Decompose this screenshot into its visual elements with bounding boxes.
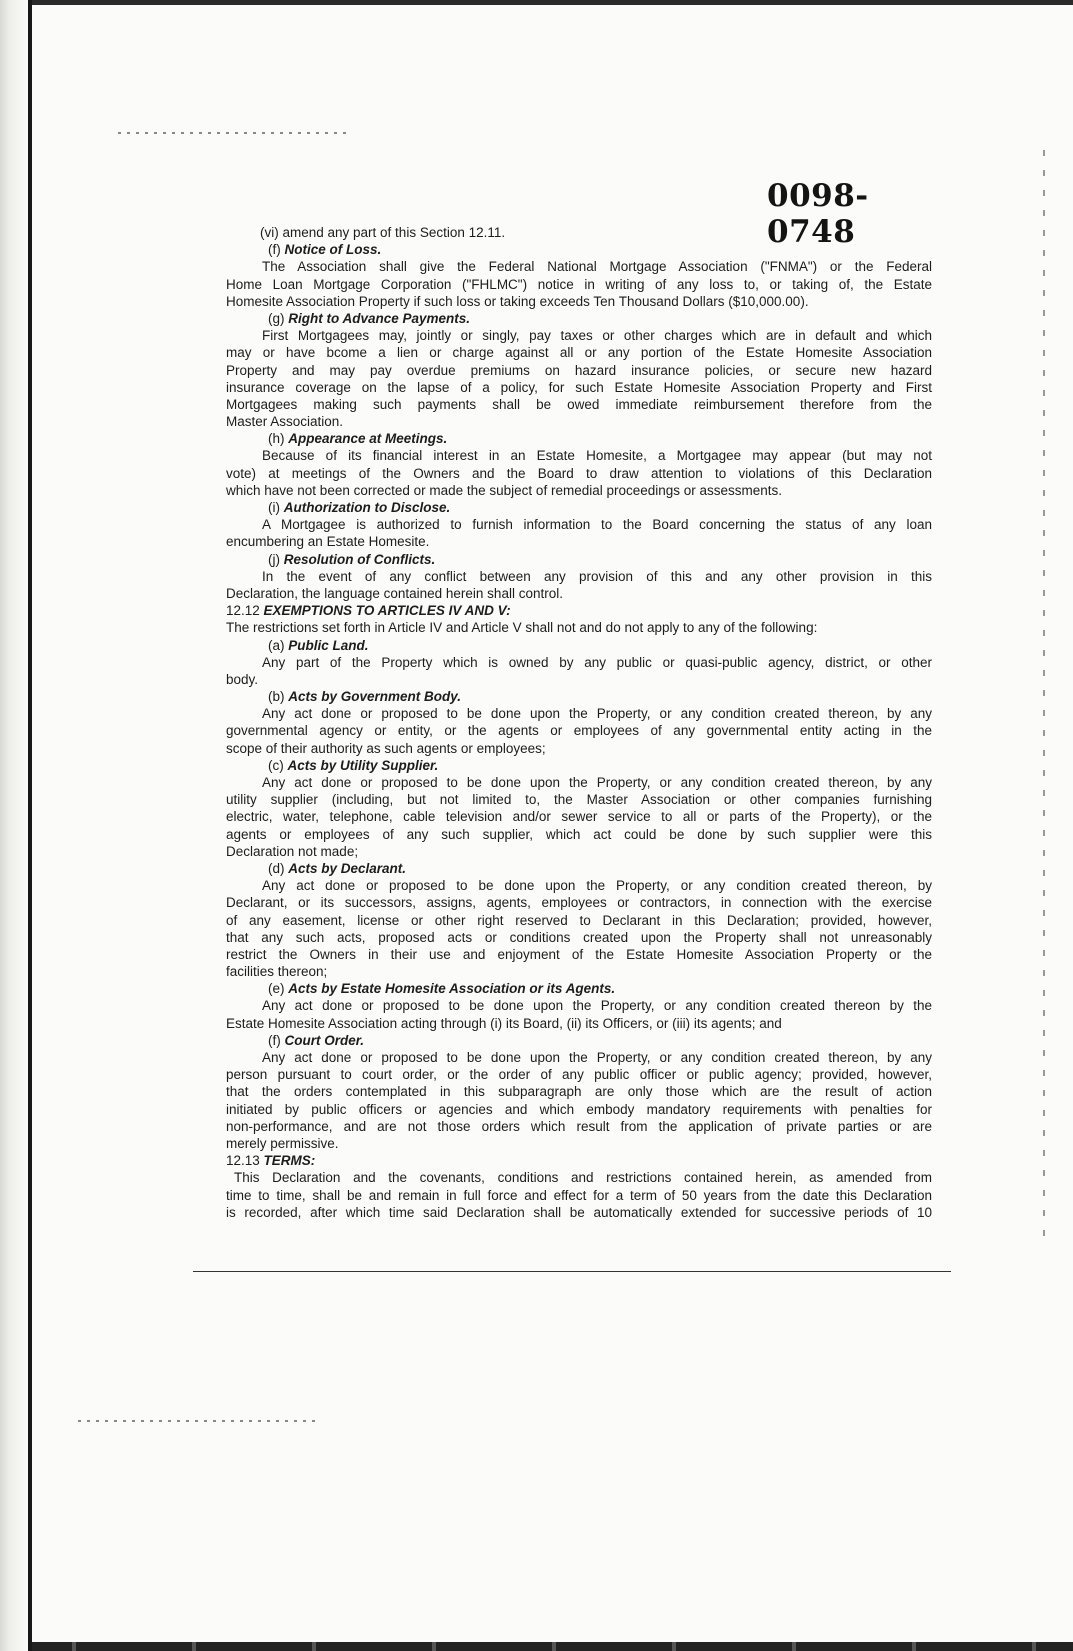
text-line: [226, 1083, 932, 1100]
section-heading: Authorization to Disclose.: [283, 500, 451, 515]
text-run: Any act done or proposed to be done upon the Property, or any condition created thereon by the: [262, 998, 932, 1014]
text-line: [226, 1204, 932, 1221]
text-run: (f): [268, 242, 285, 258]
text-line: [226, 1169, 932, 1186]
text-line: [226, 912, 932, 929]
text-run: initiated by public officers or agencies and which embody mandatory requirements with penalties for: [226, 1101, 932, 1117]
text-line: [226, 1152, 932, 1169]
text-line: [226, 516, 932, 533]
text-line: [226, 1118, 932, 1135]
text-line: [226, 327, 932, 344]
text-line: [226, 1187, 932, 1204]
text-run: which have not been corrected or made the subject of remedial proceedings or assessments.: [226, 482, 783, 498]
text-run: First Mortgagees may, jointly or singly, pay taxes or other charges which are in default and which: [262, 328, 932, 344]
text-run: governmental agency or entity, or the agents or employees of any governmental entity acting in the: [226, 723, 932, 739]
section-heading: Right to Advance Payments.: [288, 310, 471, 326]
section-heading: Appearance at Meetings.: [288, 431, 448, 447]
text-run: Any part of the Property which is owned by any public or quasi-public agency, district, or other: [262, 654, 932, 670]
scan-border-top: [32, 0, 1073, 5]
text-line: [226, 671, 932, 688]
text-line: [226, 447, 932, 464]
section-heading: EXEMPTIONS TO ARTICLES IV AND V:: [263, 603, 511, 619]
text-run: utility supplier (including, but not limited to, the Master Association or other companies furnishing: [226, 792, 932, 808]
text-run: Home Loan Mortgage Corporation ("FHLMC") notice in writing of any loss to, or taking of, the Estate: [226, 276, 932, 292]
text-line: [226, 1101, 932, 1118]
text-run: encumbering an Estate Homesite.: [226, 534, 430, 550]
text-line: [226, 344, 932, 361]
text-run: that any such acts, proposed acts or conditions created upon the Property shall not unreasonably: [226, 929, 932, 945]
text-run: person pursuant to court order, or the order of any public officer or public agency; provided, however,: [226, 1067, 932, 1083]
text-line: [226, 1032, 932, 1049]
text-line: [226, 826, 932, 843]
text-line: [226, 808, 932, 825]
text-run: restrict the Owners in their use and enjoyment of the Estate Homesite Association Property or the: [226, 946, 932, 962]
text-line: [226, 551, 932, 568]
scan-noise-top: [118, 132, 350, 134]
text-line: [226, 602, 932, 619]
section-heading: Acts by Government Body.: [288, 689, 462, 705]
text-line: [226, 688, 932, 705]
text-line: [226, 843, 932, 860]
text-line: [226, 740, 932, 757]
text-run: Because of its financial interest in an Estate Homesite, a Mortgagee may appear (but may not: [262, 448, 932, 464]
text-line: [226, 946, 932, 963]
text-run: Declaration, the language contained herein shall control.: [226, 585, 563, 601]
section-heading: Court Order.: [284, 1032, 365, 1048]
text-line: [226, 757, 932, 774]
text-run: The restrictions set forth in Article IV and Article V shall not and do not apply to any of the following:: [226, 620, 818, 636]
text-run: 12.13: [226, 1153, 264, 1169]
text-run: agents or employees of any such supplier, which act could be done by such supplier were this: [226, 826, 932, 842]
text-line: [226, 791, 932, 808]
text-line: [226, 310, 932, 327]
text-run: In the event of any conflict between any provision of this and any other provision in this: [262, 568, 932, 584]
text-line: [226, 258, 932, 275]
text-run: Any act done or proposed to be done upon the Property, or any condition created thereon, by any: [262, 775, 932, 790]
text-line: [226, 980, 932, 997]
bottom-rule: [193, 1271, 951, 1272]
text-run: This Declaration and the covenants, conditions and restrictions contained herein, as amended from: [234, 1170, 932, 1186]
text-run: merely permissive.: [226, 1135, 339, 1151]
text-run: of any easement, license or other right reserved to Declarant in this Declaration; provided, however,: [226, 912, 932, 928]
text-run: (c): [268, 757, 288, 773]
text-line: [226, 877, 932, 894]
text-run: 12.12: [226, 603, 264, 619]
scan-left-edge: [0, 0, 28, 1651]
text-run: Any act done or proposed to be done upon the Property, or any condition created thereon, by any: [262, 1050, 932, 1065]
document-number: 0098-0748: [767, 178, 869, 250]
text-run: Declaration not made;: [226, 843, 359, 859]
text-run: (vi) amend any part of this Section 12.11.: [260, 225, 506, 240]
text-run: electric, water, telephone, cable television and/or sewer service to all or parts of the Property), or the: [226, 809, 932, 825]
text-line: [226, 860, 932, 877]
text-line: [226, 1135, 932, 1152]
text-run: Any act done or proposed to be done upon the Property, or any condition created thereon, by any: [262, 706, 932, 722]
text-line: [226, 1049, 932, 1066]
text-line: [226, 1066, 932, 1083]
section-heading: Acts by Declarant.: [288, 860, 407, 876]
text-line: [226, 465, 932, 482]
text-line: [226, 533, 932, 550]
text-line: [226, 482, 932, 499]
text-line: [226, 774, 932, 791]
text-line: [226, 362, 932, 379]
text-line: [226, 430, 932, 447]
text-line: [226, 963, 932, 980]
text-line: [226, 379, 932, 396]
text-run: is recorded, after which time said Declaration shall be automatically extended for successive periods of 10: [226, 1204, 932, 1220]
text-run: (a): [268, 637, 289, 653]
text-run: (g): [268, 310, 289, 326]
text-run: Mortgagees making such payments shall be owed immediate reimbursement therefore from the: [226, 396, 932, 412]
text-line: [226, 585, 932, 602]
text-run: (j): [268, 551, 284, 567]
section-heading: Acts by Utility Supplier.: [287, 757, 439, 773]
section-heading: TERMS:: [263, 1153, 316, 1169]
text-run: Declarant, or its successors, assigns, agents, employees or contractors, in connection with the exercise: [226, 895, 932, 911]
text-line: [226, 224, 932, 241]
text-run: scope of their authority as such agents or employees;: [226, 740, 546, 756]
text-line: [226, 637, 932, 654]
text-run: Estate Homesite Association acting through (i) its Board, (ii) its Officers, or (iii) its agents; and: [226, 1015, 782, 1031]
text-run: (e): [268, 981, 289, 997]
text-run: may or have bcome a lien or charge against all or any portion of the Estate Homesite Association: [226, 345, 932, 361]
text-run: (h): [268, 431, 289, 447]
text-line: [226, 276, 932, 293]
text-run: (b): [268, 689, 289, 705]
text-run: that the orders contemplated in this subparagraph are only those which are the result of action: [226, 1084, 932, 1100]
text-run: The Association shall give the Federal National Mortgage Association ("FNMA") or the Federal: [262, 259, 932, 275]
text-run: Property and may pay overdue premiums on hazard insurance policies, or secure new hazard: [226, 362, 932, 378]
text-line: [226, 396, 932, 413]
text-run: (f): [268, 1032, 285, 1048]
text-run: (i): [268, 500, 284, 515]
text-run: vote) at meetings of the Owners and the Board to draw attention to violations of this Declaration: [226, 465, 932, 481]
text-run: Any act done or proposed to be done upon the Property, or any condition created thereon, by: [262, 878, 932, 894]
section-heading: Acts by Estate Homesite Association or its Agents.: [288, 981, 616, 997]
document-body: [226, 224, 932, 1221]
scan-noise-bottom: [78, 1420, 318, 1422]
section-heading: Public Land.: [288, 637, 369, 653]
text-line: [226, 705, 932, 722]
text-run: facilities thereon;: [226, 964, 328, 980]
text-line: [226, 997, 932, 1014]
text-line: [226, 722, 932, 739]
text-line: [226, 241, 932, 258]
text-line: [226, 293, 932, 310]
text-run: non-performance, and are not those orders which result from the application of private parties or are: [226, 1118, 932, 1134]
text-run: time to time, shall be and remain in full force and effect for a term of 50 years from the date this Declaration: [226, 1187, 932, 1203]
text-line: [226, 929, 932, 946]
text-line: [226, 654, 932, 671]
text-line: [226, 1015, 932, 1032]
text-line: [226, 568, 932, 585]
section-heading: Notice of Loss.: [284, 242, 382, 258]
scan-border-bottom: [32, 1642, 1073, 1651]
text-line: [226, 894, 932, 911]
scan-noise-right: [1043, 150, 1045, 1250]
text-run: (d): [268, 860, 289, 876]
text-run: insurance coverage on the lapse of a policy, for such Estate Homesite Association Property and First: [226, 379, 932, 395]
text-run: body.: [226, 671, 259, 687]
text-run: Master Association.: [226, 414, 344, 430]
scan-border-left: [28, 0, 32, 1651]
text-line: [226, 413, 932, 430]
text-line: [226, 499, 932, 516]
text-line: [226, 619, 932, 636]
text-run: Homesite Association Property if such loss or taking exceeds Ten Thousand Dollars ($10,000.00).: [226, 293, 809, 309]
text-run: A Mortgagee is authorized to furnish information to the Board concerning the status of any loan: [262, 517, 932, 533]
section-heading: Resolution of Conflicts.: [283, 551, 436, 567]
